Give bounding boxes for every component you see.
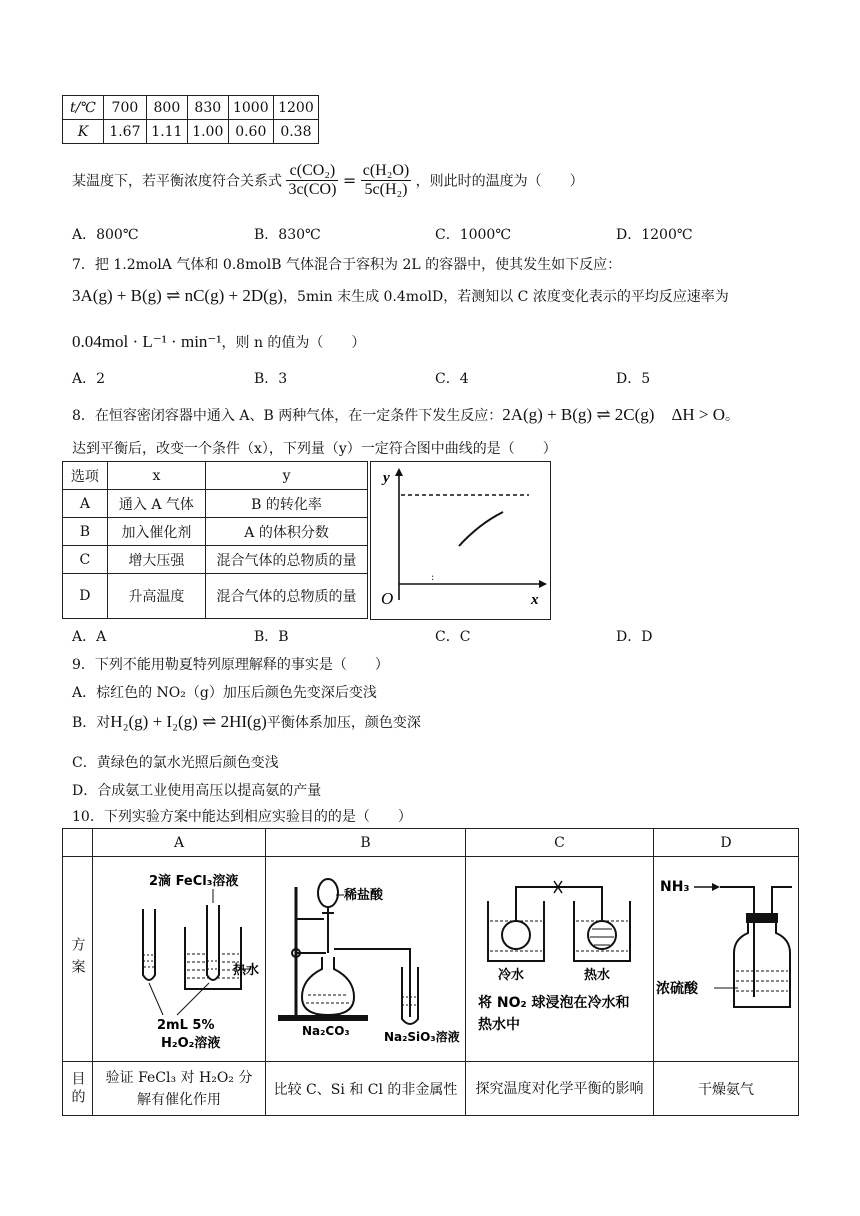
table-cell: 830 <box>187 96 228 120</box>
stopper <box>746 913 778 923</box>
table-cell: C <box>63 546 108 574</box>
table-cell: 增大压强 <box>107 546 205 574</box>
table-cell: A <box>63 490 108 518</box>
table-row <box>63 490 368 518</box>
q9-option-text: 平衡体系加压，颜色变深 <box>266 715 421 731</box>
table-row <box>63 857 799 1062</box>
table-cell: 混合气体的总物质的量 <box>206 546 368 574</box>
table-cell: 1.11 <box>146 120 187 144</box>
table-cell: 1.00 <box>187 120 228 144</box>
graph-x-label: x <box>531 592 539 608</box>
q7-stem-line1: 7．把 1.2molA 气体和 0.8molB 气体混合于容积为 2L 的容器中，使其发生如下反应： <box>72 257 622 273</box>
pointer-line <box>177 983 209 1015</box>
option-c: C．C <box>435 629 471 645</box>
q6-stem-text: 某温度下，若平衡浓度符合关系式 <box>72 173 282 190</box>
option-b: B．B <box>254 629 289 645</box>
option-b: B．830℃ <box>254 227 321 243</box>
q8-options-table <box>62 461 368 619</box>
figure-a-cell <box>93 857 266 1062</box>
stand-base <box>278 1015 368 1021</box>
table-row <box>63 120 319 144</box>
row-label: 方案 <box>69 937 86 981</box>
table-row <box>63 1062 799 1116</box>
q9-option-b <box>72 712 421 732</box>
reaction-equation: 3A(g) + B(g) ⇌ nC(g) + 2D(g) <box>72 286 283 305</box>
table-header: B <box>266 829 466 857</box>
bulb-shading <box>590 929 614 945</box>
figure-d-cell <box>654 857 799 1062</box>
table-cell: 0.38 <box>273 120 318 144</box>
table-header: x <box>107 462 205 490</box>
option-c: C．4 <box>435 371 469 387</box>
table-cell <box>63 829 93 857</box>
equilibrium-constant-table <box>62 95 319 144</box>
table-cell: 验证 FeCl₃ 对 H₂O₂ 分解有催化作用 <box>93 1062 266 1116</box>
fig-b-label-acid: 稀盐酸 <box>344 888 384 903</box>
q9-option-text: B．对 <box>72 715 111 731</box>
fig-d-label-gas: NH₃ <box>660 879 690 895</box>
q10-stem: 10．下列实验方案中能达到相应实验目的的是（ ） <box>72 809 412 825</box>
table-row <box>63 574 368 619</box>
option-a: A．800℃ <box>72 227 139 243</box>
table-row <box>63 829 799 857</box>
option-c: C．1000℃ <box>435 227 512 243</box>
table-cell: B 的转化率 <box>206 490 368 518</box>
q8-stem-text: 。 <box>725 408 740 424</box>
table-cell: 升高温度 <box>107 574 205 619</box>
outlet-tube <box>772 887 792 917</box>
table-cell: 加入催化剂 <box>107 518 205 546</box>
pointer-line <box>149 983 163 1015</box>
q8-stem-text: 8．在恒容密闭容器中通入 A、B 两种气体，在一定条件下发生反应： <box>72 408 503 424</box>
dot-mark: : <box>431 572 435 583</box>
fig-a-label-hot-water: 热水 <box>233 963 260 978</box>
table-row <box>63 518 368 546</box>
table-header: y <box>206 462 368 490</box>
option-d: D．D <box>616 629 653 645</box>
table-cell: D <box>63 574 108 619</box>
table-cell: 1200 <box>273 96 318 120</box>
table-cell: 通入 A 气体 <box>107 490 205 518</box>
no2-bulb-cold <box>502 921 530 949</box>
q7-stem-line3 <box>72 332 365 352</box>
q9-stem: 9．下列不能用勒夏特列原理解释的事实是（ ） <box>72 657 389 673</box>
figure-c <box>466 857 653 1057</box>
table-cell: t/℃ <box>63 96 104 120</box>
reaction-equation: H₂(g) + I₂(g) ⇌ 2HI(g) <box>110 712 267 731</box>
fig-c-caption: 将 NO₂ 球浸泡在冷水和 <box>478 995 630 1011</box>
q9-option-d: D．合成氨工业使用高压以提高氨的产量 <box>72 783 322 799</box>
fraction <box>361 162 411 199</box>
table-row <box>63 96 319 120</box>
option-b: B．3 <box>254 371 288 387</box>
option-a: A．A <box>72 629 107 645</box>
q7-stem-text: ，则 n 的值为（ ） <box>221 335 366 351</box>
q10-experiment-table <box>62 828 799 1116</box>
table-cell: 700 <box>103 96 146 120</box>
table-cell: 干燥氨气 <box>654 1062 799 1116</box>
table-cell: A 的体积分数 <box>206 518 368 546</box>
table-header: 选项 <box>63 462 108 490</box>
fraction-numerator: c(H₂O) <box>362 162 410 179</box>
separatory-funnel <box>318 879 338 907</box>
q8-graph-svg <box>371 462 550 619</box>
fig-b-label-tube: Na₂SiO₃溶液 <box>384 1030 460 1044</box>
figure-b-cell <box>266 857 466 1062</box>
q9-option-a: A．棕红色的 NO₂（g）加压后颜色先变深后变浅 <box>72 685 377 701</box>
arrow-head <box>712 883 720 891</box>
flask <box>302 957 354 1015</box>
q8-graph <box>370 461 551 620</box>
row-label: 目的 <box>69 1070 86 1107</box>
fraction-denominator: 5c(H₂) <box>364 181 408 198</box>
fraction <box>286 162 338 199</box>
graph-y-label: y <box>383 470 390 486</box>
figure-a <box>93 857 265 1057</box>
fig-a-label-bottom: H₂O₂溶液 <box>161 1036 221 1051</box>
fig-b-label-flask: Na₂CO₃ <box>302 1024 350 1038</box>
q9-option-c: C．黄绿色的氯水光照后颜色变浅 <box>72 755 279 771</box>
table-cell: 1000 <box>228 96 273 120</box>
table-cell: 比较 C、Si 和 Cl 的非金属性 <box>266 1062 466 1116</box>
table-cell <box>63 857 93 1062</box>
table-cell: B <box>63 518 108 546</box>
table-cell: K <box>63 120 104 144</box>
y-axis-arrow <box>395 468 403 476</box>
table-row <box>63 546 368 574</box>
fig-a-label-bottom: 2mL 5% <box>157 1018 215 1033</box>
option-d: D．5 <box>616 371 651 387</box>
reaction-equation: 2A(g) + B(g) ⇌ 2C(g) ΔH > O <box>502 405 726 424</box>
table-cell: 混合气体的总物质的量 <box>206 574 368 619</box>
q8-stem-line1 <box>72 400 739 425</box>
table-cell <box>63 1062 93 1116</box>
fraction-numerator: c(CO₂) <box>286 162 338 181</box>
fig-d-label-liquid: 浓硫酸 <box>656 981 698 997</box>
equals-sign: = <box>342 171 357 190</box>
fig-c-label-cold: 冷水 <box>498 968 525 983</box>
fig-c-label-hot: 热水 <box>584 968 611 983</box>
gas-washing-bottle <box>734 923 790 1007</box>
fig-c-caption: 热水中 <box>478 1017 520 1033</box>
table-header: C <box>466 829 654 857</box>
q6-stem <box>72 162 584 199</box>
test-tube-left <box>143 909 155 980</box>
fig-a-label-top: 2滴 FeCl₃溶液 <box>149 874 239 889</box>
figure-d <box>654 857 798 1057</box>
table-cell: 0.60 <box>228 120 273 144</box>
data-curve <box>459 512 503 546</box>
rate-expression: 0.04mol · L⁻¹ · min⁻¹ <box>72 332 222 351</box>
figure-c-cell <box>466 857 654 1062</box>
table-header: A <box>93 829 266 857</box>
q8-stem-line2: 达到平衡后，改变一个条件（x），下列量（y）一定符合图中曲线的是（ ） <box>72 441 557 457</box>
option-a: A．2 <box>72 371 106 387</box>
fraction-denominator: 3c(CO) <box>288 181 337 198</box>
table-header: D <box>654 829 799 857</box>
option-d: D．1200℃ <box>616 227 693 243</box>
table-cell: 800 <box>146 96 187 120</box>
connecting-tube <box>516 887 602 907</box>
q7-stem-line2 <box>72 286 729 306</box>
table-cell: 探究温度对化学平衡的影响 <box>466 1062 654 1116</box>
figure-b <box>266 857 465 1057</box>
delivery-tube <box>334 949 410 1017</box>
q7-stem-text: ，5min 末生成 0.4molD，若测知以 C 浓度变化表示的平均反应速率为 <box>282 289 729 305</box>
table-cell: 1.67 <box>103 120 146 144</box>
graph-origin-label: O <box>381 589 394 608</box>
x-axis-arrow <box>539 580 547 588</box>
q6-stem-text: ，则此时的温度为（ ） <box>415 173 584 190</box>
table-row <box>63 462 368 490</box>
